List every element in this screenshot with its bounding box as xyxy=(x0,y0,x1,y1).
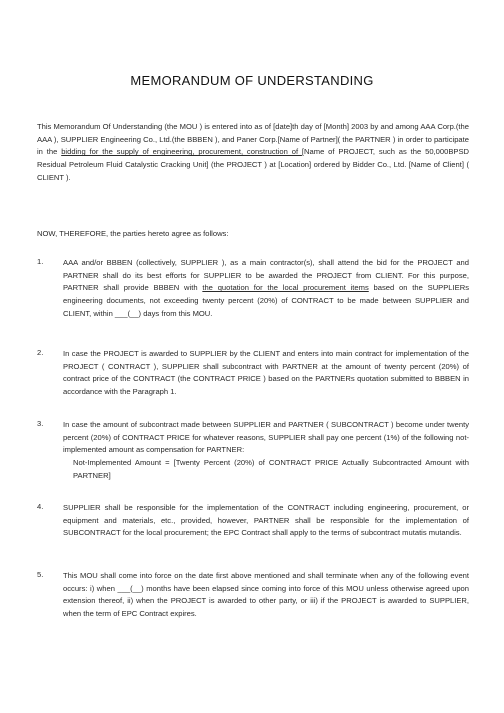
item-3-text xyxy=(63,419,469,483)
item-1-underlined: the quotation for the local procurement items xyxy=(202,283,369,293)
item-5-text-a: This MOU shall come into force on the date first above mentioned and shall terminate when any of the following event occurs: i) when ___(__) months have been elapsed since coming into force of this MOU unless otherwise agreed upon extension thereof, ii) when the PROJECT is awarded to other party, or iii) if the PROJECT is awarded to SUPPLIER, when the term of EPC Contract expires. xyxy=(63,571,469,619)
item-2-number: 2. xyxy=(37,348,44,357)
item-2-text xyxy=(63,348,469,399)
item-3-formula: Not-Implemented Amount = [Twenty Percent (20%) of CONTRACT PRICE Actually Subcontracted Amount with PARTNER] xyxy=(73,458,469,480)
item-3-text-a: In case the amount of subcontract made between SUPPLIER and PARTNER ( SUBCONTRACT ) become under twenty percent (20%) of CONTRACT PRICE for whatever reasons, SUPPLIER shall pay one percent (1%) of the following not-implemented amount as compensation for PARTNER: xyxy=(63,420,469,455)
item-4-text-a: SUPPLIER shall be responsible for the implementation of the CONTRACT including engineering, procurement, or equipment and materials, etc., provided, however, PARTNER shall be responsible for the implementation of SUBCONTRACT for the local procurement; the EPC Contract shall apply to the terms of subcontract mutatis mutandis. xyxy=(63,503,469,538)
intro-text-2: [Name of PROJECT, such as the 50,000BPSD Residual Petroleum Fluid Catalystic Cracking Unit] (the PROJECT ) at [Location] ordered by Bidder Co., Ltd. [Name of Client] ( CLIENT ). xyxy=(37,147,469,182)
item-5-number: 5. xyxy=(37,570,44,579)
item-1-number: 1. xyxy=(37,257,44,266)
intro-text-1: This Memorandum Of Understanding (the MOU ) is entered into as of [date]th day of [Month] 2003 by and among AAA Corp.(the AAA ), SUPPLIER Engineering Co., Ltd.(the BBBEN ), and Paner Corp.[Name of Partner]( the PARTNER ) in order to participate in the xyxy=(37,122,469,157)
now-therefore-line: NOW, THEREFORE, the parties hereto agree as follows: xyxy=(37,229,229,238)
document-title: MEMORANDUM OF UNDERSTANDING xyxy=(130,73,374,88)
item-1-text-b: based on the SUPPLIERs engineering documents, not exceeding twenty percent (20%) of CONTRACT to be made between SUPPLIER and CLIENT, within ___(__) days from this MOU. xyxy=(63,283,469,318)
intro-paragraph xyxy=(37,121,469,185)
item-2-text-a: In case the PROJECT is awarded to SUPPLIER by the CLIENT and enters into main contract for implementation of the PROJECT ( CONTRACT ), SUPPLIER shall subcontract with PARTNER at the amount of twenty percent (20%) of contract price of the CONTRACT (the CONTRACT PRICE ) based on the PARTNERs quotation submitted to BBBEN in accordance with the Paragraph 1. xyxy=(63,349,469,397)
item-4-text xyxy=(63,502,469,540)
item-1-text xyxy=(63,257,469,321)
item-1-text-a: AAA and/or BBBEN (collectively, SUPPLIER ), as a main contractor(s), shall attend the bid for the PROJECT and PARTNER shall do its best efforts for SUPPLIER to be awarded the PROJECT from CLIENT. For this purpose, PARTNER shall provide BBBEN with xyxy=(63,258,469,293)
item-5-text xyxy=(63,570,469,621)
item-4-number: 4. xyxy=(37,502,44,511)
item-3-number: 3. xyxy=(37,419,44,428)
intro-underlined-text: bidding for the supply of engineering, procurement, construction of xyxy=(61,147,302,157)
